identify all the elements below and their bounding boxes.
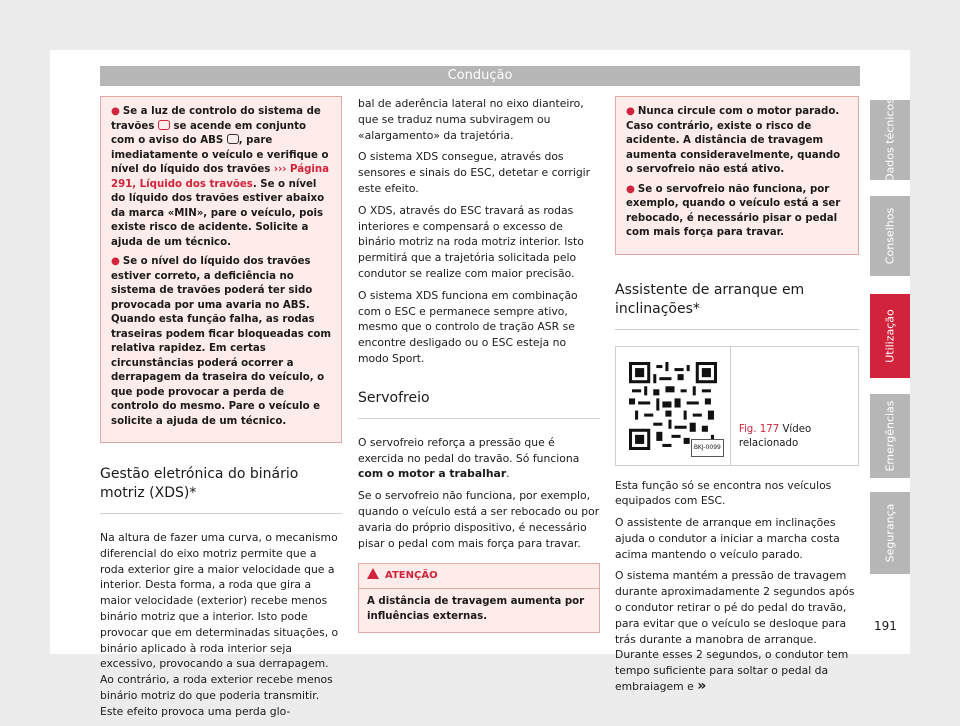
warning-box — [100, 96, 342, 443]
middle-column — [358, 96, 600, 633]
paragraph: O XDS, através do ESC travará as rodas interiores e compensará o excesso de binário motriz na roda motriz interior. Isto permitirá que a trajetória solicitada pelo condutor se realize com maior precisão. — [358, 203, 584, 280]
tab-seguranca[interactable]: Segurança — [870, 492, 910, 574]
paragraph: O assistente de arranque em inclinações ajuda o condutor a iniciar a marcha costa acima mantendo o veículo parado. — [615, 516, 840, 561]
qr-label: BKJ-0099 — [691, 439, 724, 457]
warning-item: ● Se a luz de controlo do sistema de travões se acende em conjunto com o aviso do ABS , pare imediatamente o veículo e verifique o nível do líquido dos travões ››› Página 291, Líquido dos travões. Se o nível do líquido dos travões estiver abaixo da marca «MIN», pare o veículo, pois existe risco de acidente. Solicite a ajuda de um técnico. — [111, 106, 329, 248]
section-title-servofreio: Servofreio — [358, 389, 600, 419]
warning-item: ● Nunca circule com o motor parado. Caso contrário, existe o risco de acidente. A distância de travagem aumenta consideravelmente, quando o servofreio não está ativo. — [626, 106, 841, 175]
page-header: Condução — [100, 66, 860, 86]
paragraph: O sistema XDS funciona em combinação com o ESC e permanece sempre ativo, mesmo que o controlo de tração ASR se encontre desligado ou o ESC esteja no modo Sport. — [358, 288, 578, 365]
right-column — [615, 96, 859, 701]
warning-item: ● Se o servofreio não funciona, por exemplo, quando o veículo está a ser rebocado, é necessário pisar o pedal com mais força para travar. — [626, 183, 841, 238]
paragraph: Se o servofreio não funciona, por exemplo, quando o veículo está a ser rebocado ou por avaria do próprio dispositivo, é necessário pisar o pedal com mais força para travar. — [358, 489, 600, 550]
paragraph: O sistema XDS consegue, através dos sensores e sinais do ESC, detetar e corrigir este efeito. — [358, 150, 591, 195]
figure — [615, 346, 859, 466]
attention-box: ATENÇÃO A distância de travagem aumenta por influências externas. — [358, 563, 600, 633]
page-link[interactable]: ››› Página 291, Líquido dos travões — [111, 164, 329, 190]
tab-conselhos[interactable]: Conselhos — [870, 196, 910, 276]
paragraph: O servofreio reforça a pressão que é exercida no pedal do travão. Só funciona com o motor a trabalhar. — [358, 435, 580, 481]
qr-code[interactable] — [616, 347, 731, 465]
section-title-assistente: Assistente de arranque em inclinações* — [615, 281, 859, 330]
paragraph: bal de aderência lateral no eixo dianteiro, que se traduz numa subviragem ou «alargamento» da trajetória. — [358, 97, 584, 142]
left-column — [100, 96, 342, 726]
tab-dados-tecnicos[interactable]: Dados técnicos — [870, 100, 910, 180]
brake-warning-icon — [158, 120, 170, 130]
paragraph: Na altura de fazer uma curva, o mecanismo diferencial do eixo motriz permite que a roda exterior gire a maior velocidade que a interior. Desta forma, a roda que gira a maior velocidade (exterior) recebe menos binário motriz que a interior. Isto pode provocar que em determinadas situações, o binário aplicado à roda interior seja excessivo, provocando a sua derrapagem. Ao contrário, a roda exterior recebe menos binário motriz do que poderia transmitir. Este efeito provoca uma perda glo- — [100, 531, 339, 718]
abs-warning-icon — [227, 134, 239, 144]
warning-triangle-icon — [367, 568, 379, 579]
qr-code-icon — [629, 362, 717, 450]
paragraph: O sistema mantém a pressão de travagem durante aproximadamente 2 segundos após o condutor retirar o pé do pedal do travão, para evitar que o veículo se desloque para trás durante a manobra de arranque. Durante esses 2 segundos, o condutor tem tempo suficiente para soltar o pedal da embraiagem e » — [615, 569, 855, 695]
warning-item: ● Se o nível do líquido dos travões estiver correto, a deficiência no sistema de travões poderá ter sido provocada por uma avaria no ABS. Quando esta função falha, as rodas traseiras podem ficar bloqueadas com relativa rapidez. Em certas circunstâncias poderá ocorrer a derrapagem da traseira do veículo, o que pode provocar a perda de controlo do mesmo. Pare o veículo e solicite a ajuda de um técnico. — [111, 256, 331, 427]
page-number: 191 — [874, 619, 897, 633]
paragraph: Esta função só se encontra nos veículos equipados com ESC. — [615, 478, 832, 508]
warning-box — [615, 96, 859, 255]
tab-utilizacao[interactable]: Utilização — [870, 294, 910, 378]
tab-emergencias[interactable]: Emergências — [870, 394, 910, 478]
figure-caption: Fig. 177 Vídeo relacionado — [738, 423, 812, 449]
continue-arrow-icon: » — [697, 678, 707, 695]
section-title-xds: Gestão eletrónica do binário motriz (XDS)* — [100, 465, 342, 514]
